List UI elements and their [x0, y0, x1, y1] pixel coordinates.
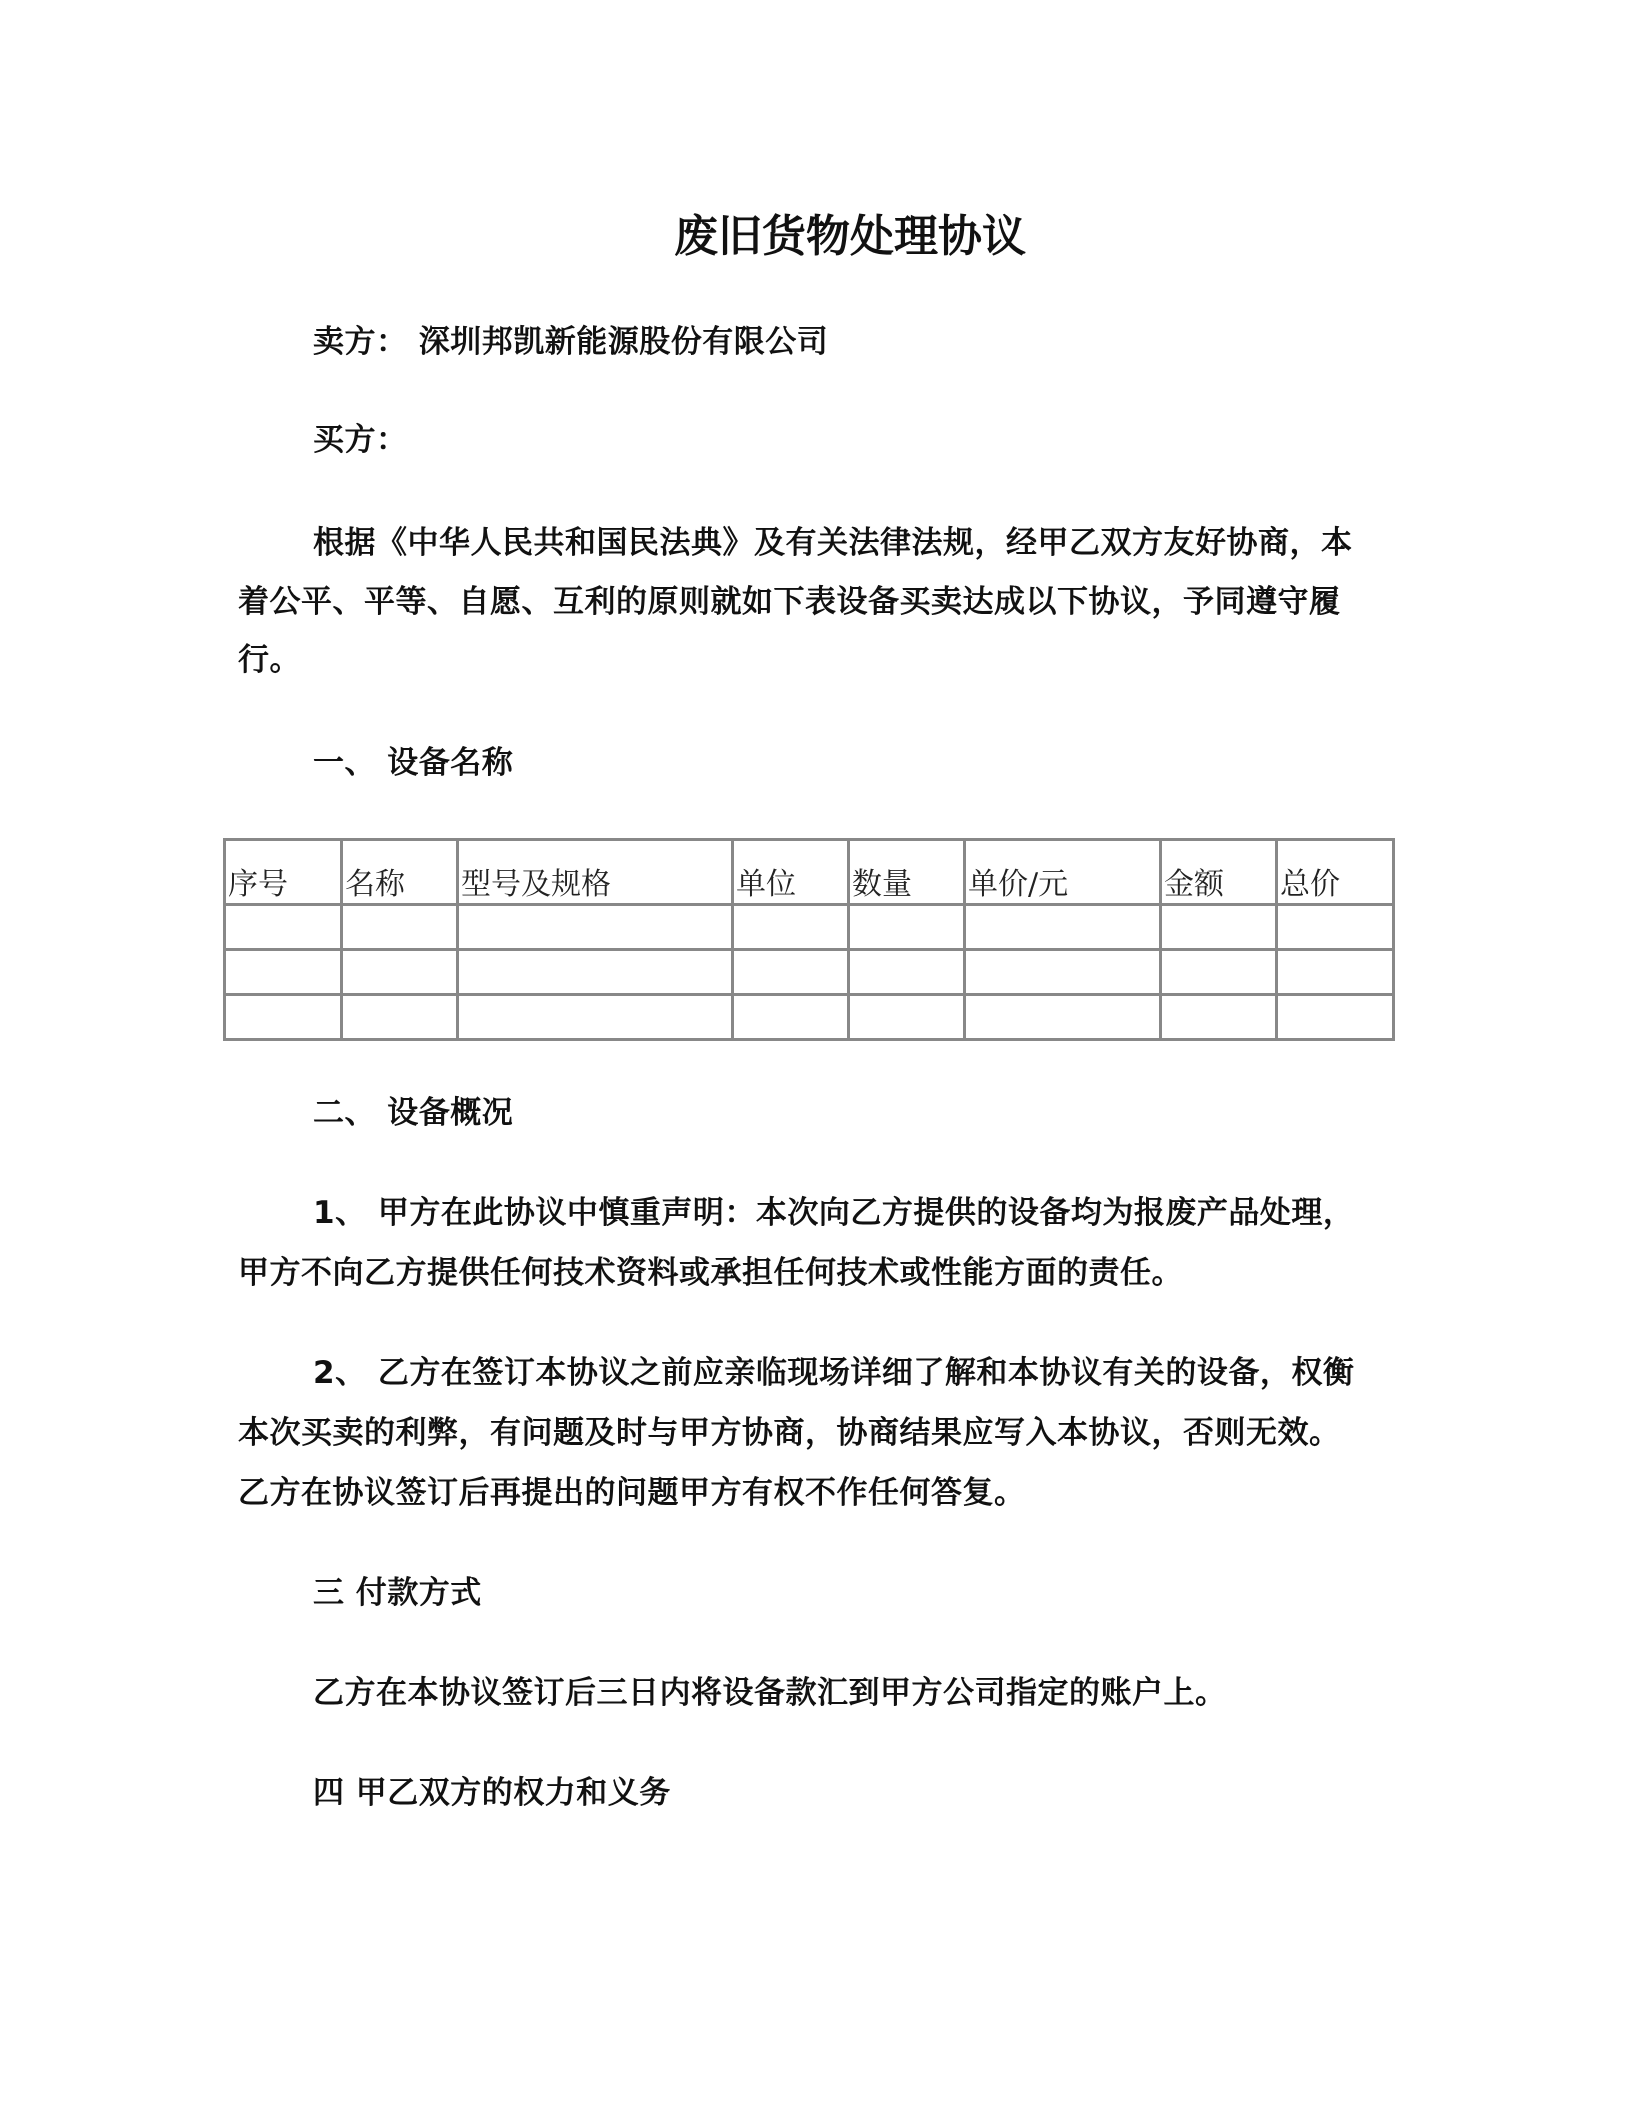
equipment-table — [223, 838, 1395, 1041]
item-2-line-2: 本次买卖的利弊，有问题及时与甲方协商，协商结果应写入本协议，否则无效。 — [238, 1415, 1341, 1451]
table-header: 名称 — [342, 840, 458, 905]
section-4-heading: 四 甲乙双方的权力和义务 — [313, 1775, 671, 1811]
item-1-line-1: 1、 甲方在此协议中慎重声明：本次向乙方提供的设备均为报废产品处理， — [313, 1195, 1355, 1231]
item-2-line-3: 乙方在协议签订后再提出的问题甲方有权不作任何答复。 — [238, 1475, 1026, 1511]
table-row — [225, 905, 1394, 950]
item-2-line-1: 2、 乙方在签订本协议之前应亲临现场详细了解和本协议有关的设备，权衡 — [313, 1355, 1355, 1391]
section-1-heading: 一、 设备名称 — [313, 745, 514, 781]
table-header: 型号及规格 — [458, 840, 733, 905]
intro-line-2: 着公平、平等、自愿、互利的原则就如下表设备买卖达成以下协议，予同遵守履 — [238, 584, 1341, 620]
seller-line: 卖方： 深圳邦凯新能源股份有限公司 — [313, 324, 829, 360]
table-header: 序号 — [225, 840, 342, 905]
buyer-line: 买方： — [313, 422, 408, 458]
intro-line-1: 根据《中华人民共和国民法典》及有关法律法规，经甲乙双方友好协商，本 — [313, 525, 1353, 561]
table-row — [225, 950, 1394, 995]
table-header: 总价 — [1277, 840, 1394, 905]
document-title: 废旧货物处理协议 — [674, 211, 1026, 262]
payment-text: 乙方在本协议签订后三日内将设备款汇到甲方公司指定的账户上。 — [313, 1675, 1227, 1711]
table-header: 单价/元 — [965, 840, 1161, 905]
table-row — [225, 995, 1394, 1040]
item-1-line-2: 甲方不向乙方提供任何技术资料或承担任何技术或性能方面的责任。 — [238, 1255, 1183, 1291]
intro-line-3: 行。 — [238, 642, 301, 678]
section-2-heading: 二、 设备概况 — [313, 1095, 514, 1131]
table-header: 金额 — [1161, 840, 1277, 905]
table-header: 数量 — [849, 840, 965, 905]
table-header: 单位 — [733, 840, 849, 905]
table-header-row — [225, 840, 1394, 905]
section-3-heading: 三 付款方式 — [313, 1575, 482, 1611]
